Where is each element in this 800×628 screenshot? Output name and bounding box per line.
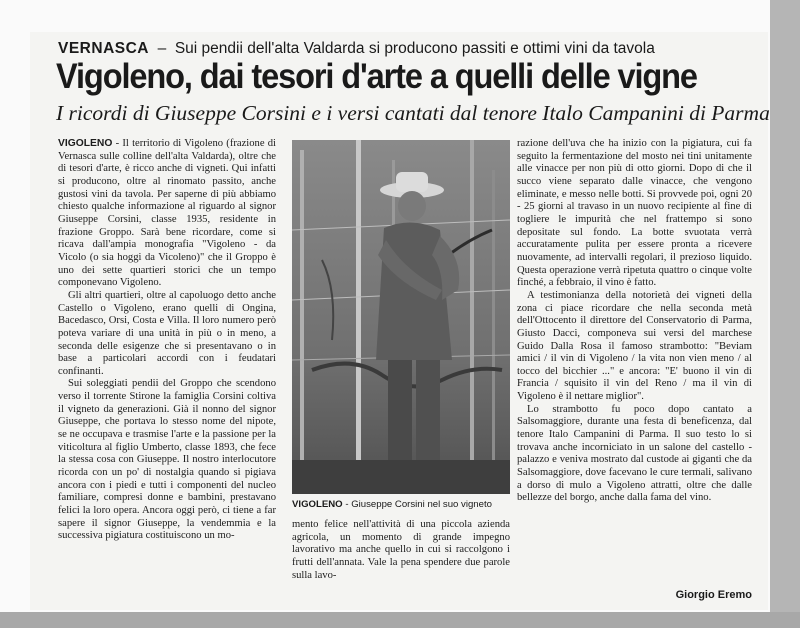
scan-border-right (770, 0, 800, 628)
paragraph-text: Il territorio di Vigoleno (frazione di Vernasca sulle colline dell'alta Valdarda), oltre che di tesori d'arte, è ricco anche di vigneti. Qui infatti si producono, oltre al rinomato passito, anche gustosi vini da tavola. Per saperne di più abbiamo chiesto qualche informazione al riguardo al signor Giuseppe Corsini, classe 1935, residente in frazione Groppo. Sarà bene ricordare, come si ricava dall'ampia monografia "Vigoleno - da Vicolo (o sia hoggi da Vicoleno)" che il Groppo è uno dei sette quartieri storici che un tempo componevano Vigoleno. (58, 138, 276, 289)
paragraph: mento felice nell'attività di una piccola azienda agricola, un momento di grande impegno lavorativo ma anche quello in cui si raccolgono i frutti dell'annata. Vale la pena spendere due parole sulla lavo- (292, 519, 510, 581)
kicker-text: Sui pendii dell'alta Valdarda si producono passiti e ottimi vini da tavola (174, 40, 655, 57)
kicker-dash: – (153, 40, 171, 57)
photo-caption: VIGOLENO - Giuseppe Corsini nel suo vigneto (292, 499, 492, 510)
kicker-place: VERNASCA (58, 40, 149, 57)
photo-illustration (292, 140, 510, 494)
author-signature: Giorgio Eremo (675, 589, 752, 601)
headline: Vigoleno, dai tesori d'arte a quelli delle vigne (56, 57, 697, 96)
scan-border-bottom (0, 612, 800, 628)
paragraph: Gli altri quartieri, oltre al capoluogo detto anche Castello o Vigoleno, erano quelli di Ongina, Bacedasco, Orsi, Costa e Villa. Il loro numero però poteva variare di una unità in più o in meno, a seconda delle esigenze che si presentavano o in base a particolari accordi con i feudatari confinanti. (58, 289, 276, 377)
caption-place: VIGOLENO (292, 499, 343, 510)
lead-place: VIGOLENO (58, 138, 113, 149)
subheadline: I ricordi di Giuseppe Corsini e i versi cantati dal tenore Italo Campanini di Parma (56, 101, 770, 125)
paragraph: VIGOLENO - Il territorio di Vigoleno (frazione di Vernasca sulle colline dell'alta Valdarda), oltre che di tesori d'arte, è ricco anche di vigneti. Qui infatti si producono, oltre al rinomato passito, anche gustosi vini da tavola. Per saperne di più abbiamo chiesto qualche informazione al riguardo al signor Giuseppe Corsini, classe 1935, residente in frazione Groppo. Sarà bene ricordare, come si ricava dall'ampia monografia "Vigoleno - da Vicolo (o sia hoggi da Vicoleno)" che il Groppo è uno dei sette quartieri storici che un tempo componevano Vigoleno. (58, 138, 276, 289)
caption-text: Giuseppe Corsini nel suo vigneto (351, 499, 492, 510)
photo-vineyard (292, 140, 510, 494)
paragraph: razione dell'uva che ha inizio con la pigiatura, cui fa seguito la fermentazione del mosto nei tini unitamente alle vinacce per non più di otto giorni. Dopo di che il succo viene separato dalle vinacce, che vengono eliminate, e messo nelle botti. Si provvede poi, ogni 20 - 25 giorni al travaso in un nuovo recipiente al fine di togliere le impurità che nel frattempo si sono depositate sul fondo. La botte svuotata verrà accuratamente pulita per essere pronta a ricevere nuovamente, ad intervalli regolari, il prezioso liquido. Questa operazione verrà ripetuta quattro o cinque volte finché, a febbraio, il vino è fatto. (517, 138, 752, 289)
paragraph: Lo strambotto fu poco dopo cantato a Salsomaggiore, durante una festa di beneficenza, dal tenore Italo Campanini di Parma. Il suo testo lo si trovava anche incorniciato in un salone del castello - palazzo e veniva mostrato dal custode ai giganti che da Salsomaggiore, dove facevano le cure termali, salivano a dorso di mulo a Vigoleno attratti, oltre che dalle bellezze del borgo, anche dalla fama del vino. (517, 403, 752, 504)
paragraph: A testimonianza della notorietà dei vigneti della zona ci piace ricordare che nella seconda metà dell'Ottocento il direttore del Conservatorio di Parma, Giusto Dacci, componeva sui versi del marchese Guido Dalla Rosa il famoso strambotto: "Beviam amici / il vin di Vigoleno / la vita non vien meno / al tocco del bicchier ..." e ancora: "E' buono il vin di Francia / squisito il vin del Reno / ma il vin di Vigoleno è il nettare miglior". (517, 289, 752, 403)
article-column-1 (58, 138, 276, 600)
article-column-2 (292, 519, 510, 599)
article-column-3 (517, 138, 752, 586)
paragraph: Sui soleggiati pendii del Groppo che scendono verso il torrente Stirone la famiglia Corsini coltiva il vigneto da generazioni. Già il nonno del signor Giuseppe, che portava lo stesso nome del nipote, se ne occupava e trasmise l'arte e la passione per la viticoltura al figlio Umberto, classe 1893, che fece la stessa cosa con Giuseppe. Il nostro interlocutore ricorda con un po' di nostalgia quando si pigiava ancora con i piedi e tutti i componenti del nucleo familiare, compresi donne e bambini, prestavano felici la loro opera. Ancora oggi però, ci tiene a far sapere il signor Giuseppe, la vendemmia e la successiva pigiatura costituiscono un mo- (58, 378, 276, 542)
